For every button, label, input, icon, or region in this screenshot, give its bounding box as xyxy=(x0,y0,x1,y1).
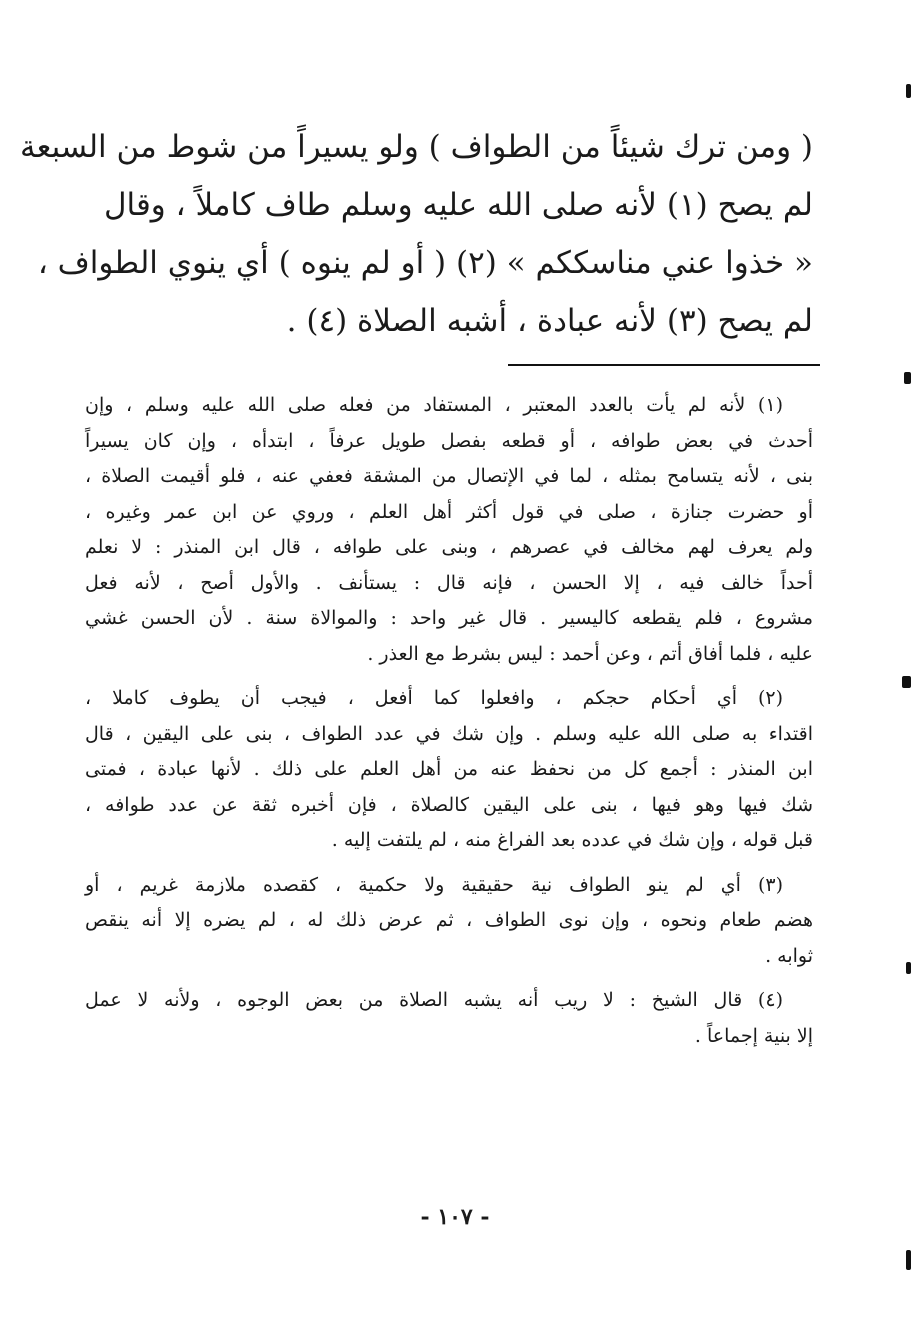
footnote-line: (١) لأنه لم يأت بالعدد المعتبر ، المستفاد من فعله صلى الله عليه وسلم ، وإن xyxy=(85,394,783,416)
footnotes xyxy=(85,388,813,1063)
footnote-line: أو حضرت جنازة ، صلى في قول أكثر أهل العلم ، وروي عن ابن عمر وغيره ، xyxy=(85,500,813,523)
footnote-line: مشروع ، فلم يقطعه كاليسير . قال غير واحد : والموالاة سنة . لأن الحسن غشي xyxy=(85,607,813,629)
scan-edge-mark xyxy=(902,676,911,688)
main-text-line: ( ومن ترك شيئاً من الطواف ) ولو يسيراً من شوط من السبعة xyxy=(20,129,813,165)
scan-edge-mark xyxy=(906,962,911,974)
main-text xyxy=(20,118,813,350)
footnote-line: (٣) أي لم ينو الطواف نية حقيقية ولا حكمية ، كقصده ملازمة غريم ، أو xyxy=(85,873,783,896)
footnote-line: أحدث في بعض طوافه ، أو قطعه بفصل طويل عرفاً ، ابتدأه ، وإن كان يسيراً xyxy=(85,429,813,452)
main-text-line: « خذوا عني مناسككم » (٢) ( أو لم ينوه ) أي ينوي الطواف ، xyxy=(37,245,813,281)
footnote-line: ولم يعرف لهم مخالف في عصرهم ، وبنى على طوافه ، قال ابن المنذر : لا نعلم xyxy=(85,536,813,558)
footnote-line: إلا بنية إجماعاً . xyxy=(694,1024,813,1047)
scan-edge-mark xyxy=(904,372,911,384)
footnote-line: عليه ، فلما أفاق أتم ، وعن أحمد : ليس بشرط مع العذر . xyxy=(367,642,813,665)
footnote-line: ثوابه . xyxy=(765,944,813,967)
footnote-line: هضم طعام ونحوه ، وإن نوى الطواف ، ثم عرض ذلك له ، لم يضره إلا أنه ينقص xyxy=(85,909,813,931)
footnote-divider xyxy=(508,364,820,366)
main-text-line: لم يصح (٣) لأنه عبادة ، أشبه الصلاة (٤) . xyxy=(286,303,813,339)
footnote-2 xyxy=(85,681,813,859)
footnote-1 xyxy=(85,388,813,672)
footnote-4 xyxy=(85,983,813,1054)
main-text-line: لم يصح (١) لأنه صلى الله عليه وسلم طاف كاملاً ، وقال xyxy=(103,187,813,223)
footnote-line: ابن المنذر : أجمع كل من نحفظ عنه من أهل العلم على ذلك . لأنها عبادة ، فمتى xyxy=(85,758,813,780)
scan-edge-mark xyxy=(906,1250,911,1270)
scan-edge-mark xyxy=(906,84,911,98)
footnote-line: بنى ، لأنه يتسامح بمثله ، لما في الإتصال من المشقة فعفي عنه ، فلو أقيمت الصلاة ، xyxy=(85,465,813,487)
footnote-line: (٢) أي أحكام حجكم ، وافعلوا كما أفعل ، فيجب أن يطوف كاملا ، xyxy=(85,687,783,709)
page-number: - ١٠٧ - xyxy=(420,1204,490,1230)
footnote-line: اقتداء به صلى الله عليه وسلم . وإن شك في عدد الطواف ، بنى على اليقين ، قال xyxy=(85,722,813,745)
footnote-line: شك فيها وهو فيها ، بنى على اليقين كالصلاة ، فإن أخبره ثقة عن عدد طوافه ، xyxy=(85,793,813,816)
footnote-line: أحداً خالف فيه ، إلا الحسن ، فإنه قال : يستأنف . والأول أصح ، لأنه فعل xyxy=(85,571,813,594)
footnote-line: قبل قوله ، وإن شك في عدده بعد الفراغ منه ، لم يلتفت إليه . xyxy=(331,829,813,851)
footnote-line: (٤) قال الشيخ : لا ريب أنه يشبه الصلاة من بعض الوجوه ، ولأنه لا عمل xyxy=(85,989,783,1011)
footnote-3 xyxy=(85,868,813,975)
